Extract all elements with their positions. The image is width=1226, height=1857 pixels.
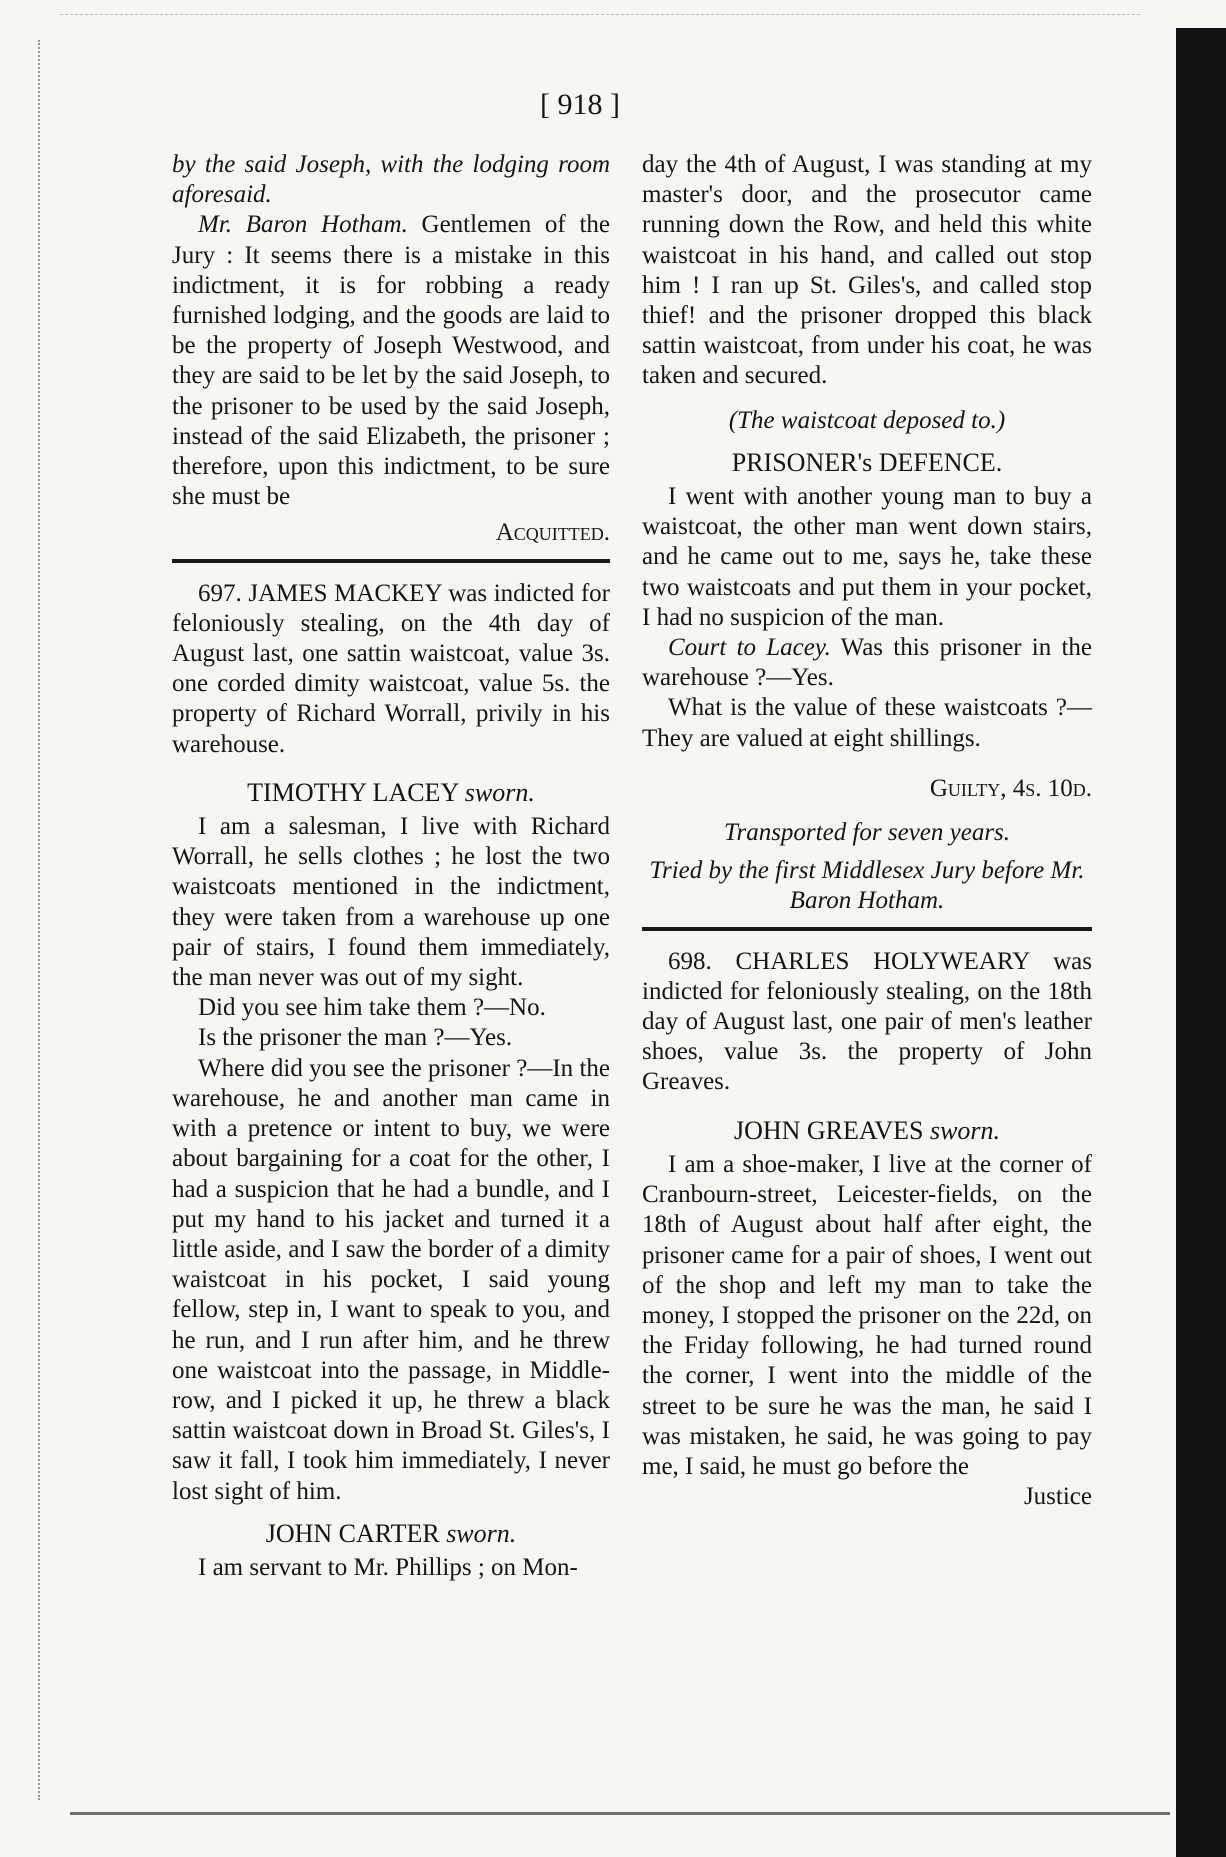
spacer bbox=[642, 1098, 1092, 1112]
speaker: Mr. Baron Hotham. bbox=[198, 211, 408, 239]
spacer bbox=[642, 436, 1092, 444]
left-column bbox=[172, 150, 610, 1583]
witness-heading bbox=[172, 1519, 610, 1549]
section-divider bbox=[172, 559, 610, 563]
scan-edge-top bbox=[60, 14, 1140, 16]
testimony bbox=[642, 633, 1092, 693]
scan-edge-left bbox=[38, 40, 40, 1800]
page-number: [ 918 ] bbox=[540, 88, 620, 121]
spacer bbox=[642, 392, 1092, 406]
sworn-label: sworn. bbox=[446, 1518, 517, 1548]
paragraph: by the said Joseph, with the lodging room aforesaid. bbox=[172, 151, 610, 209]
witness-name: JOHN GREAVES bbox=[733, 1115, 924, 1145]
stage-note: (The waistcoat deposed to.) bbox=[728, 406, 1006, 434]
section-divider bbox=[642, 927, 1092, 931]
testimony: I am a salesman, I live with Richard Worrall, he sells clothes ; he lost the two waistcoats mentioned in the indictment, they were taken from a warehouse up one pair of stairs, I found them immediately, the man never was out of my sight. bbox=[172, 813, 610, 992]
testimony: Did you see him take them ?—No. bbox=[198, 994, 546, 1022]
defence-text: I went with another young man to buy a waistcoat, the other man went down stairs, and he came out to me, says he, take these two waistcoats and put them in your pocket, I had no suspicion of the man. bbox=[642, 483, 1092, 631]
verdict: Acquitted. bbox=[495, 519, 610, 547]
speech: Gentlemen of the Jury : It seems there is a mistake in this indictment, it is for robbing a ready furnished lodging, and the goods are laid to be the property of Joseph Westwood, and they are said to be let by the said Joseph, to the prisoner to be used by the said Joseph, instead of the said Elizabeth, the prisoner ; therefore, upon this indictment, to be sure she must be bbox=[172, 211, 610, 511]
spacer bbox=[642, 848, 1092, 856]
speech: Was this prisoner in the warehouse ?—Yes. bbox=[642, 634, 1092, 692]
witness-name: JOHN CARTER bbox=[265, 1518, 440, 1548]
case-entry: 698. CHARLES HOLYWEARY was indicted for feloniously stealing, on the 18th day of August last, one pair of men's leather shoes, value 3s. the property of John Greaves. bbox=[642, 947, 1092, 1096]
testimony: day the 4th of August, I was standing at my master's door, and the prosecutor came running down the Row, and held this white waistcoat in his hand, and called out stop him ! I ran up St. Giles's, and called stop thief! and the prisoner dropped this black sattin waistcoat, from under his coat, he was taken and secured. bbox=[642, 151, 1092, 390]
spacer bbox=[642, 810, 1092, 818]
spacer bbox=[172, 760, 610, 774]
testimony: I am servant to Mr. Phillips ; on Mon- bbox=[198, 1553, 578, 1581]
speaker: Court to Lacey. bbox=[668, 634, 831, 662]
spacer bbox=[172, 1507, 610, 1515]
witness-name: TIMOTHY LACEY bbox=[247, 777, 459, 807]
verdict: Guilty, 4s. 10d. bbox=[929, 774, 1092, 802]
witness-heading bbox=[172, 778, 610, 808]
catchword: Justice bbox=[1023, 1483, 1092, 1511]
testimony: Where did you see the prisoner ?—In the warehouse, he and another man came in with a pretence or intent to buy, we were about bargaining for a coat for the other, I had a suspicion that he had a bundle, and I put my hand to his jacket and turned it a little aside, and I saw the border of a dimity waistcoat in his pocket, I said young fellow, step in, I want to speak to you, and he run, and I run after him, and he threw one waistcoat into the passage, in Middle-row, and I picked it up, he threw a black sattin waistcoat down in Broad St. Giles's, I saw it fall, I took him immediately, I never lost sight of him. bbox=[172, 1054, 610, 1505]
case-entry: 697. JAMES MACKEY was indicted for feloniously stealing, on the 4th day of August last, one sattin waistcoat, value 3s. one corded dimity waistcoat, value 5s. the property of Richard Worrall, privily in his warehouse. bbox=[172, 579, 610, 758]
tried-by: Tried by the first Middlesex Jury before Mr. Baron Hotham. bbox=[649, 857, 1085, 915]
right-column bbox=[642, 150, 1092, 1512]
testimony: Is the prisoner the man ?—Yes. bbox=[198, 1024, 513, 1052]
testimony: What is the value of these waistcoats ?—They are valued at eight shillings. bbox=[642, 694, 1092, 752]
paragraph bbox=[172, 210, 610, 512]
witness-heading bbox=[642, 1116, 1092, 1146]
scan-edge-bottom bbox=[70, 1812, 1170, 1815]
sentence: Transported for seven years. bbox=[723, 819, 1011, 847]
spacer bbox=[642, 754, 1092, 768]
testimony: I am a shoe-maker, I live at the corner of Cranbourn-street, Leicester-fields, on the 18th of August about half after eight, the prisoner came for a pair of shoes, I went out of the shop and left my man to take the money, I stopped the prisoner on the 22d, on the Friday following, he had turned round the corner, I went into the middle of the street to be sure he was the man, he said I was mistaken, he said, he was going to pay me, I said, he must go before the bbox=[642, 1150, 1092, 1480]
sworn-label: sworn. bbox=[464, 777, 535, 807]
scan-binding-shadow bbox=[1176, 28, 1226, 1857]
sworn-label: sworn. bbox=[929, 1115, 1001, 1145]
defence-heading: PRISONER's DEFENCE. bbox=[731, 447, 1003, 477]
